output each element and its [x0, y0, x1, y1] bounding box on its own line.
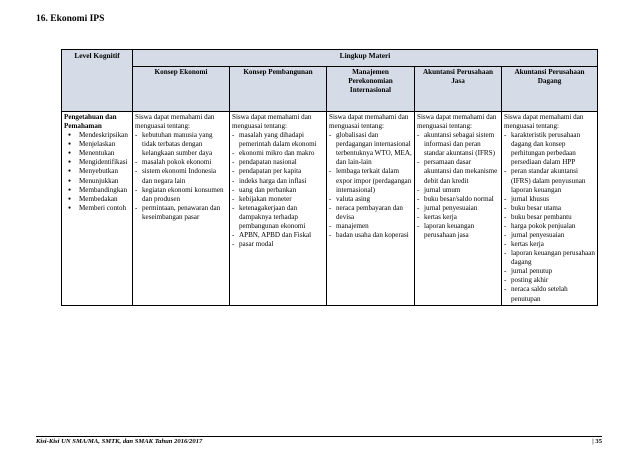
list-item: ● Membandingkan [74, 186, 130, 195]
table-row [62, 112, 598, 306]
list-item: ● Menjelaskan [74, 140, 130, 149]
list-item: ● Menentukan [74, 149, 130, 158]
list-item: - globalisasi dan perdagangan internasional terbentuknya WTO, MEA, dan lain-lain [336, 131, 412, 167]
list-item: - pendapatan per kapita [239, 167, 324, 176]
list-item: - buku besar pembantu [511, 213, 595, 222]
level-list [64, 131, 130, 213]
content-cell [133, 112, 230, 306]
list-item: - kertas kerja [511, 240, 595, 249]
list-item: - kebutuhan manusia yang tidak terbatas dengan kelangkaan sumber daya [142, 131, 227, 158]
list-item: - akuntansi sebagai sistem informasi dan peran standar akuntansi (IFRS) [424, 131, 499, 158]
column-header: Akuntansi Perusahaan Jasa [415, 67, 502, 112]
list-item: - jurnal khusus [511, 195, 595, 204]
list-item: ● Membedakan [74, 195, 130, 204]
column-header: Akuntansi Perusahaan Dagang [502, 67, 598, 112]
list-item: - manajemen [336, 222, 412, 231]
content-cell [502, 112, 598, 306]
list-item: - jurnal umum [424, 186, 499, 195]
list-item: - posting akhir [511, 276, 595, 285]
cell-list [417, 131, 499, 240]
header-lingkup: Lingkup Materi [133, 50, 598, 67]
list-item: - sistem ekonomi Indonesia dan negara lain [142, 167, 227, 185]
list-item: - jurnal penutup [511, 267, 595, 276]
list-item: - buku besar utama [511, 204, 595, 213]
list-item: ● Menyebutkan [74, 167, 130, 176]
list-item: - indeks harga dan inflasi [239, 177, 324, 186]
level-title: Pengetahuan dan Pemahaman [64, 113, 117, 131]
cell-intro: Siswa dapat memahami dan menguasai tentang: [135, 113, 215, 131]
list-item: - pasar modal [239, 240, 324, 249]
list-item: - neraca saldo setelah penutupan [511, 285, 595, 303]
cell-list [504, 131, 595, 303]
list-item: - harga pokok penjualan [511, 222, 595, 231]
content-cell [327, 112, 415, 306]
header-row-top [62, 50, 598, 67]
cell-intro: Siswa dapat memahami dan menguasai tentang: [329, 113, 409, 131]
list-item: - masalah yang dihadapi pemerintah dalam ekonomi [239, 131, 324, 149]
list-item: - permintaan, penawaran dan keseimbangan pasar [142, 204, 227, 222]
list-item: - jurnal penyesuaian [424, 204, 499, 213]
header-level: Level Kognitif [62, 50, 133, 112]
list-item: - kebijakan moneter [239, 195, 324, 204]
cell-intro: Siswa dapat memahami dan menguasai tentang: [417, 113, 497, 131]
list-item: - pendapatan nasional [239, 158, 324, 167]
cell-intro: Siswa dapat memahami dan menguasai tentang: [504, 113, 584, 131]
list-item: - neraca pembayaran dan devisa [336, 204, 412, 222]
page-number: | 35 [592, 438, 602, 445]
column-header: Konsep Pembangunan [230, 67, 327, 112]
cell-list [135, 131, 227, 222]
list-item: - masalah pokok ekonomi [142, 158, 227, 167]
content-cell [415, 112, 502, 306]
level-cell [62, 112, 133, 306]
column-header: Konsep Ekonomi [133, 67, 230, 112]
list-item: ● Memberi contoh [74, 204, 130, 213]
list-item: - badan usaha dan koperasi [336, 231, 412, 240]
list-item: - laporan keuangan perusahaan dagang [511, 249, 595, 267]
page-footer [36, 436, 602, 445]
list-item: ● Menunjukkan [74, 177, 130, 186]
content-table [61, 49, 598, 306]
list-item: - ekonomi mikro dan makro [239, 149, 324, 158]
list-item: - buku besar/saldo normal [424, 195, 499, 204]
column-header: Manajemen Perekonomian Internasional [327, 67, 415, 112]
list-item: - kegiatan ekonomi konsumen dan produsen [142, 186, 227, 204]
list-item: - karakteristik perusahaan dagang dan konsep perhitungan perbedaan persediaan dalam HPP [511, 131, 595, 167]
list-item: - laporan keuangan perusahaan jasa [424, 222, 499, 240]
list-item: - uang dan perbankan [239, 186, 324, 195]
list-item: - lembaga terkait dalam expor impor (perdagangan internasional) [336, 167, 412, 194]
footer-text: Kisi-Kisi UN SMA/MA, SMTK, dan SMAK Tahun 2016/2017 [36, 438, 203, 445]
list-item: - peran standar akuntansi (IFRS) dalam penyusunan laporan keuangan [511, 167, 595, 194]
content-cell [230, 112, 327, 306]
list-item: - kertas kerja [424, 213, 499, 222]
header-row-columns [62, 67, 598, 112]
cell-intro: Siswa dapat memahami dan menguasai tentang: [232, 113, 312, 131]
cell-list [329, 131, 412, 240]
list-item: - persamaan dasar akuntansi dan mekanisme debit dan kredit [424, 158, 499, 185]
cell-list [232, 131, 324, 249]
list-item: - jurnal penyesuaian [511, 231, 595, 240]
list-item: - APBN, APBD dan Fiskal [239, 231, 324, 240]
list-item: ● Mendeskripsikan [74, 131, 130, 140]
list-item: - ketenagakerjaan dan dampaknya terhadap pembangunan ekonomi [239, 204, 324, 231]
list-item: - valuta asing [336, 195, 412, 204]
list-item: ● Mengidentifikasi [74, 158, 130, 167]
section-title: 16. Ekonomi IPS [36, 14, 105, 24]
